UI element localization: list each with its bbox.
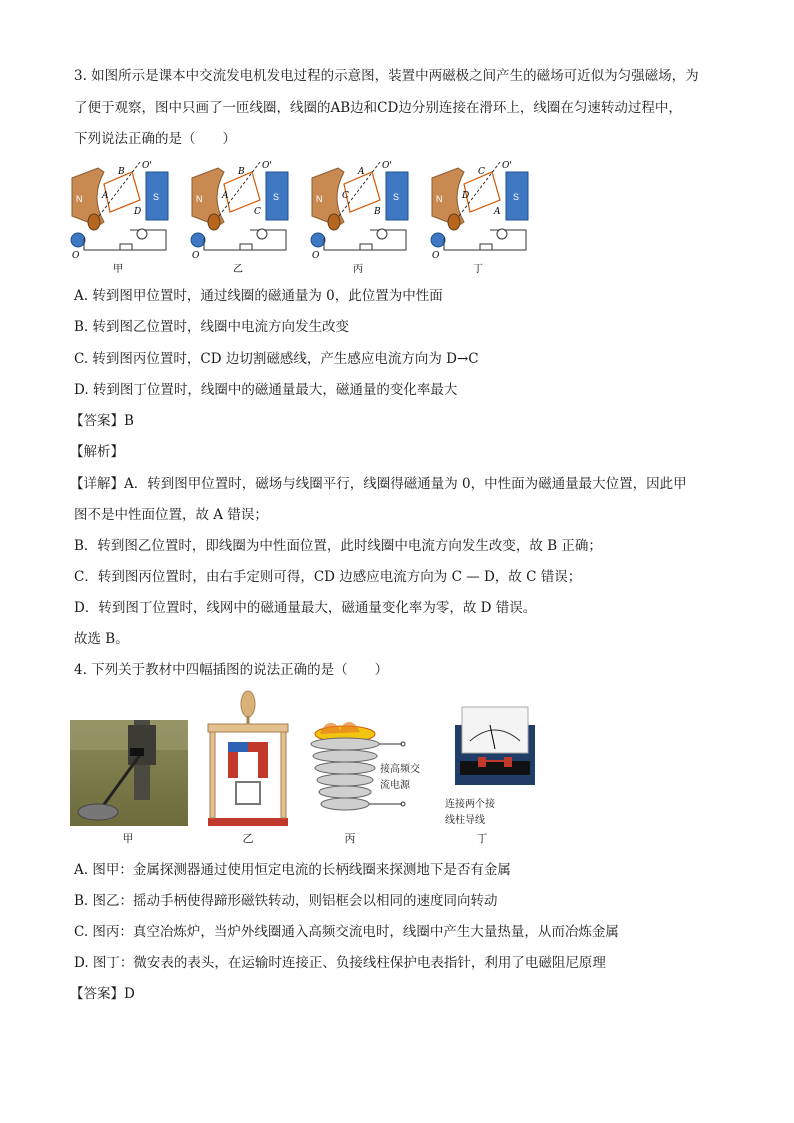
q4-label-ding-1: 连接两个接 bbox=[445, 799, 495, 810]
resistor bbox=[120, 244, 132, 250]
axis-label-top: O' bbox=[142, 161, 152, 171]
brush-wheel bbox=[431, 233, 445, 247]
coil-label-mid: C bbox=[342, 191, 349, 201]
q4-option-b: B. 图乙：摇动手柄使得蹄形磁铁转动，则铝框会以相同的速度同向转动 bbox=[74, 893, 498, 909]
q4-option-c: C. 图丙：真空冶炼炉，当炉外线圈通入高频交流电时，线圈中产生大量热量，从而冶炼金属 bbox=[74, 924, 619, 940]
n-pole-label: N bbox=[436, 194, 443, 204]
n-pole-label: N bbox=[316, 194, 323, 204]
figure-caption: 丙 bbox=[353, 264, 363, 275]
q4-caption-ding: 丁 bbox=[476, 832, 488, 845]
q4-caption-jia: 甲 bbox=[122, 832, 134, 845]
axis-label-bottom: O bbox=[192, 251, 200, 261]
q3-conclusion: 故选 B。 bbox=[74, 631, 129, 647]
q4-caption-yi: 乙 bbox=[242, 832, 254, 845]
galvanometer bbox=[257, 229, 267, 239]
slip-ring bbox=[88, 214, 100, 230]
axis-label-bottom: O bbox=[432, 251, 440, 261]
coil-loop bbox=[224, 172, 260, 212]
coil-loop bbox=[464, 172, 500, 212]
q4-answer: 【答案】D bbox=[70, 986, 135, 1002]
coil-label-top: B bbox=[118, 167, 125, 177]
q4-label-ding-2: 线柱导线 bbox=[445, 815, 485, 826]
q3-option-a: A. 转到图甲位置时，通过线圈的磁通量为 0，此位置为中性面 bbox=[74, 288, 443, 304]
coil-label-right: A bbox=[494, 207, 501, 217]
resistor bbox=[480, 244, 492, 250]
figure-caption: 甲 bbox=[113, 264, 123, 275]
brush-wheel bbox=[191, 233, 205, 247]
q3-stem-line-2: 了便于观察，图中只画了一匝线圈，线圈的AB边和CD边分别连接在滑环上，线圈在匀速转动过程中， bbox=[74, 100, 682, 116]
axis-label-bottom: O bbox=[312, 251, 320, 261]
generator-diagram bbox=[70, 158, 540, 278]
u-magnet-frame-figure bbox=[198, 690, 298, 828]
n-pole-label: N bbox=[76, 194, 83, 204]
q3-generator-figures bbox=[70, 158, 540, 278]
galvanometer bbox=[377, 229, 387, 239]
q4-caption-bing: 丙 bbox=[344, 832, 356, 845]
coil-label-top: B bbox=[238, 167, 245, 177]
s-pole-label: S bbox=[153, 192, 160, 202]
q3-detail-line-3: B．转到图乙位置时，即线圈为中性面位置，此时线圈中电流方向发生改变，故 B 正确； bbox=[74, 538, 602, 554]
slip-ring bbox=[328, 214, 340, 230]
q3-detail-line-4: C．转到图丙位置时，由右手定则可得，CD 边感应电流方向为 C — D，故 C 错误； bbox=[74, 569, 582, 585]
q3-detail-line-5: D．转到图丁位置时，线网中的磁通量最大，磁通量变化率为零，故 D 错误。 bbox=[74, 600, 537, 616]
q4-label-bing-1: 接高频交 bbox=[380, 764, 420, 775]
axis-label-top: O' bbox=[502, 161, 512, 171]
metal-detector-photo bbox=[70, 720, 188, 826]
q3-answer: 【答案】B bbox=[70, 413, 134, 429]
q4-figures bbox=[70, 690, 550, 850]
q3-option-c: C. 转到图丙位置时，CD 边切割磁感线，产生感应电流方向为 D→C bbox=[74, 351, 479, 367]
s-pole-label: S bbox=[273, 192, 280, 202]
coil-label-mid: A bbox=[102, 191, 109, 201]
axis-label-bottom: O bbox=[72, 251, 80, 261]
coil-loop bbox=[344, 172, 380, 212]
resistor bbox=[360, 244, 372, 250]
slip-ring bbox=[208, 214, 220, 230]
smelting-furnace-figure bbox=[300, 720, 440, 830]
figure-caption: 乙 bbox=[233, 264, 243, 275]
q3-detail-line-1: 【详解】A．转到图甲位置时，磁场与线圈平行，线圈得磁通量为 0，中性面为磁通量最大位置，因此甲 bbox=[70, 476, 687, 492]
q3-option-d: D. 转到图丁位置时，线圈中的磁通量最大，磁通量的变化率最大 bbox=[74, 382, 458, 398]
q4-stem: 4. 下列关于教材中四幅插图的说法正确的是（ ） bbox=[74, 662, 389, 678]
q4-option-d: D. 图丁：微安表的表头，在运输时连接正、负接线柱保护电表指针，利用了电磁阻尼原理 bbox=[74, 955, 606, 971]
q3-analysis-heading: 【解析】 bbox=[70, 444, 124, 460]
coil-label-top: A bbox=[358, 167, 365, 177]
axis-label-top: O' bbox=[262, 161, 272, 171]
coil-label-right: C bbox=[254, 207, 261, 217]
coil-label-mid: A bbox=[222, 191, 229, 201]
brush-wheel bbox=[71, 233, 85, 247]
coil-label-mid: D bbox=[462, 191, 470, 201]
figure-caption: 丁 bbox=[473, 264, 483, 275]
q3-stem-line-1: 3. 如图所示是课本中交流发电机发电过程的示意图，装置中两磁极之间产生的磁场可近似为匀强磁场，为 bbox=[74, 68, 699, 84]
coil-label-right: B bbox=[374, 207, 381, 217]
slip-ring bbox=[448, 214, 460, 230]
resistor bbox=[240, 244, 252, 250]
brush-wheel bbox=[311, 233, 325, 247]
galvanometer bbox=[497, 229, 507, 239]
coil-label-top: C bbox=[478, 167, 485, 177]
s-pole-label: S bbox=[513, 192, 520, 202]
q4-option-a: A. 图甲：金属探测器通过使用恒定电流的长柄线圈来探测地下是否有金属 bbox=[74, 862, 511, 878]
galvanometer bbox=[137, 229, 147, 239]
axis-label-top: O' bbox=[382, 161, 392, 171]
coil-label-right: D bbox=[134, 207, 142, 217]
q3-option-b: B. 转到图乙位置时，线圈中电流方向发生改变 bbox=[74, 319, 350, 335]
q3-detail-line-2: 图不是中性面位置，故 A 错误； bbox=[74, 507, 268, 523]
n-pole-label: N bbox=[196, 194, 203, 204]
coil-loop bbox=[104, 172, 140, 212]
q4-label-bing-2: 流电源 bbox=[380, 780, 410, 791]
microammeter-figure bbox=[450, 705, 540, 785]
q3-stem-line-3: 下列说法正确的是（ ） bbox=[74, 131, 236, 147]
s-pole-label: S bbox=[393, 192, 400, 202]
